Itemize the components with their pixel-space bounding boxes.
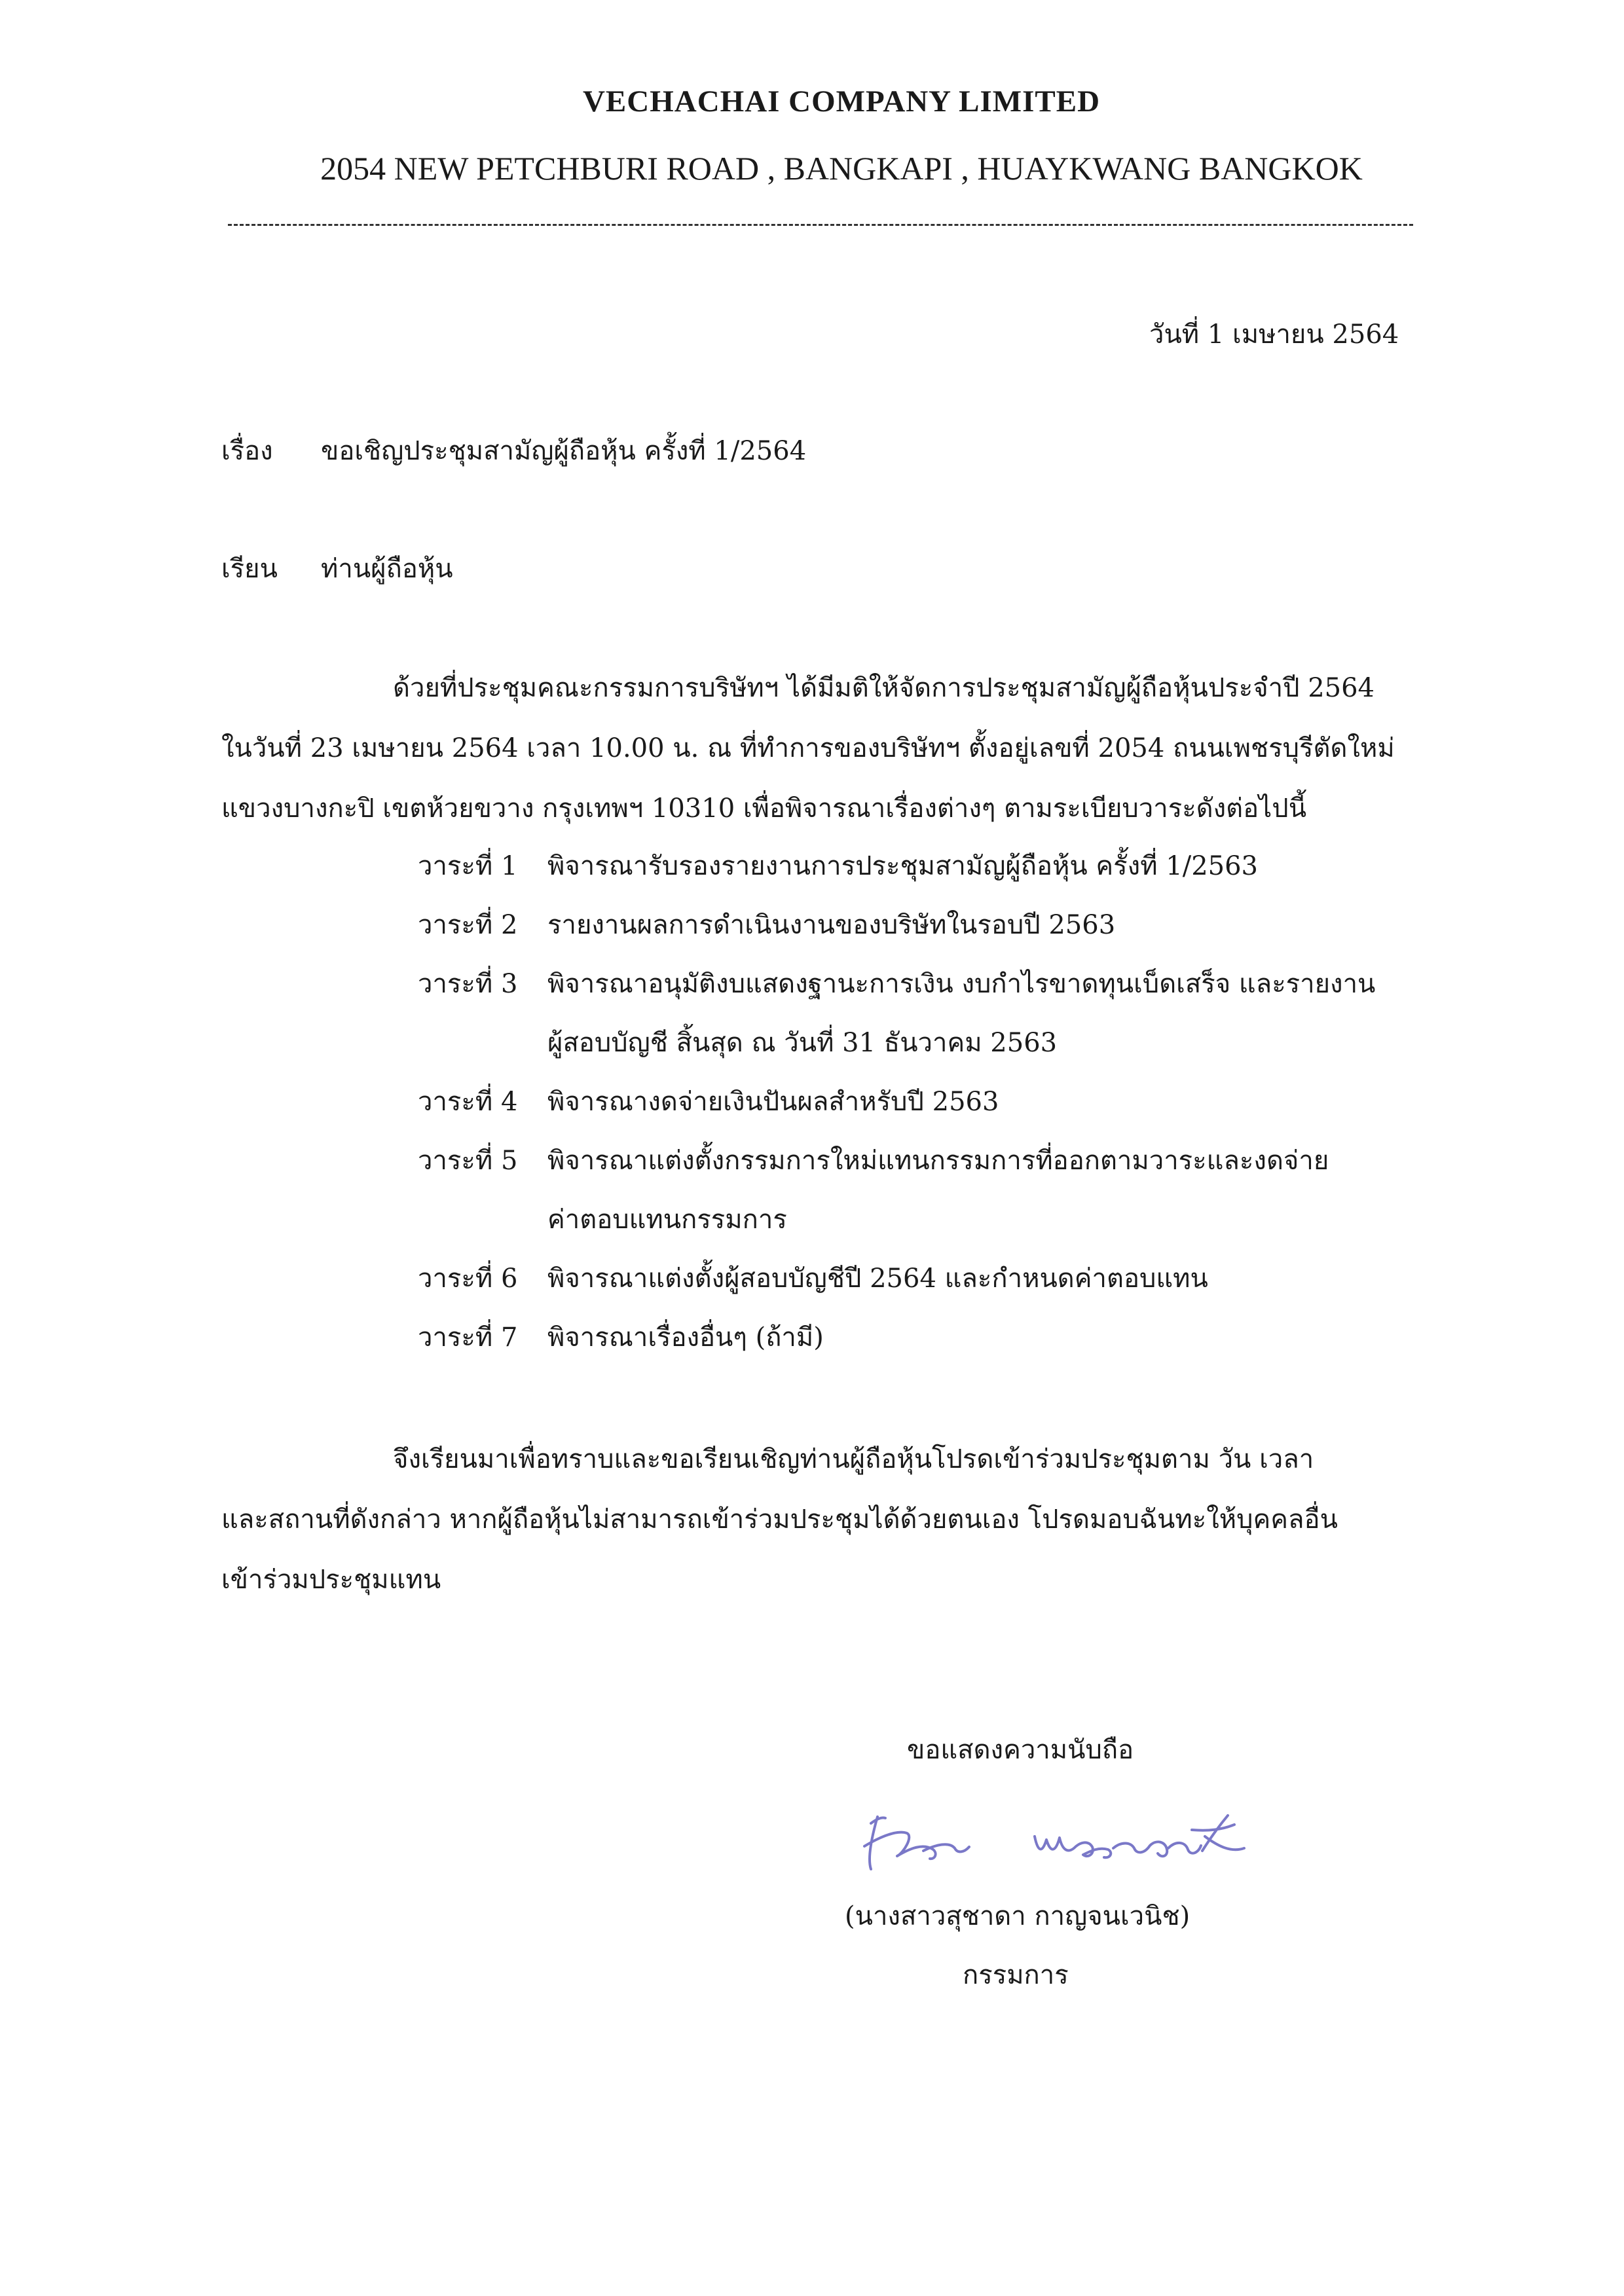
regards-text: ขอแสดงความนับถือ bbox=[907, 1735, 1134, 1765]
agenda-item-5-line-1: พิจารณาแต่งตั้งกรรมการใหม่แทนกรรมการที่ออกตามวาระและงดจ่าย bbox=[547, 1146, 1329, 1176]
agenda-no-3: วาระที่ 3 bbox=[418, 969, 518, 999]
signer-position: กรรมการ bbox=[963, 1960, 1069, 1990]
agenda-item-5-line-2: ค่าตอบแทนกรรมการ bbox=[547, 1205, 787, 1235]
agenda-no-1: วาระที่ 1 bbox=[418, 851, 518, 881]
agenda-item-3-line-2: ผู้สอบบัญชี สิ้นสุด ณ วันที่ 31 ธันวาคม 2563 bbox=[547, 1028, 1058, 1058]
closing-line-3: เข้าร่วมประชุมแทน bbox=[221, 1565, 441, 1595]
agenda-no-7: วาระที่ 7 bbox=[418, 1322, 518, 1353]
signature-image bbox=[851, 1791, 1257, 1882]
intro-line-3: แขวงบางกะปิ เขตห้วยขวาง กรุงเทพฯ 10310 เพื่อพิจารณาเรื่องต่างๆ ตามระเบียบวาระดังต่อไปนี้ bbox=[221, 793, 1307, 824]
agenda-no-4: วาระที่ 4 bbox=[418, 1087, 518, 1117]
company-address: 2054 NEW PETCHBURI ROAD , BANGKAPI , HUAYKWANG BANGKOK bbox=[320, 150, 1363, 187]
intro-line-1: ด้วยที่ประชุมคณะกรรมการบริษัทฯ ได้มีมติให้จัดการประชุมสามัญผู้ถือหุ้นประจำปี 2564 bbox=[393, 673, 1375, 703]
recipient-label: เรียน bbox=[221, 554, 278, 584]
letter-date: วันที่ 1 เมษายน 2564 bbox=[1149, 319, 1399, 350]
agenda-item-2-line-1: รายงานผลการดำเนินงานของบริษัทในรอบปี 2563 bbox=[547, 910, 1116, 940]
agenda-no-6: วาระที่ 6 bbox=[418, 1264, 518, 1294]
agenda-item-6-line-1: พิจารณาแต่งตั้งผู้สอบบัญชีปี 2564 และกำหนดค่าตอบแทน bbox=[547, 1264, 1208, 1294]
agenda-no-2: วาระที่ 2 bbox=[418, 910, 518, 940]
agenda-item-1-line-1: พิจารณารับรองรายงานการประชุมสามัญผู้ถือหุ้น ครั้งที่ 1/2563 bbox=[547, 851, 1258, 881]
agenda-no-5: วาระที่ 5 bbox=[418, 1146, 518, 1176]
closing-line-2: และสถานที่ดังกล่าว หากผู้ถือหุ้นไม่สามารถเข้าร่วมประชุมได้ด้วยตนเอง โปรดมอบฉันทะให้บุคคลอื่น bbox=[221, 1504, 1338, 1535]
agenda-item-3-line-1: พิจารณาอนุมัติงบแสดงฐานะการเงิน งบกำไรขาดทุนเบ็ดเสร็จ และรายงาน bbox=[547, 969, 1376, 999]
recipient-text: ท่านผู้ถือหุ้น bbox=[321, 554, 453, 584]
subject-label: เรื่อง bbox=[221, 436, 273, 466]
subject-text: ขอเชิญประชุมสามัญผู้ถือหุ้น ครั้งที่ 1/2564 bbox=[321, 436, 807, 466]
company-name: VECHACHAI COMPANY LIMITED bbox=[582, 84, 1101, 118]
intro-line-2: ในวันที่ 23 เมษายน 2564 เวลา 10.00 น. ณ ที่ทำการของบริษัทฯ ตั้งอยู่เลขที่ 2054 ถนนเพชรบุรีตัดใหม่ bbox=[221, 733, 1395, 763]
agenda-item-7-line-1: พิจารณาเรื่องอื่นๆ (ถ้ามี) bbox=[547, 1322, 824, 1353]
agenda-item-4-line-1: พิจารณางดจ่ายเงินปันผลสำหรับปี 2563 bbox=[547, 1087, 999, 1117]
signer-name: (นางสาวสุชาดา กาญจนเวนิช) bbox=[845, 1901, 1190, 1931]
closing-line-1: จึงเรียนมาเพื่อทราบและขอเรียนเชิญท่านผู้ถือหุ้นโปรดเข้าร่วมประชุมตาม วัน เวลา bbox=[393, 1444, 1314, 1474]
header-divider bbox=[228, 224, 1413, 226]
